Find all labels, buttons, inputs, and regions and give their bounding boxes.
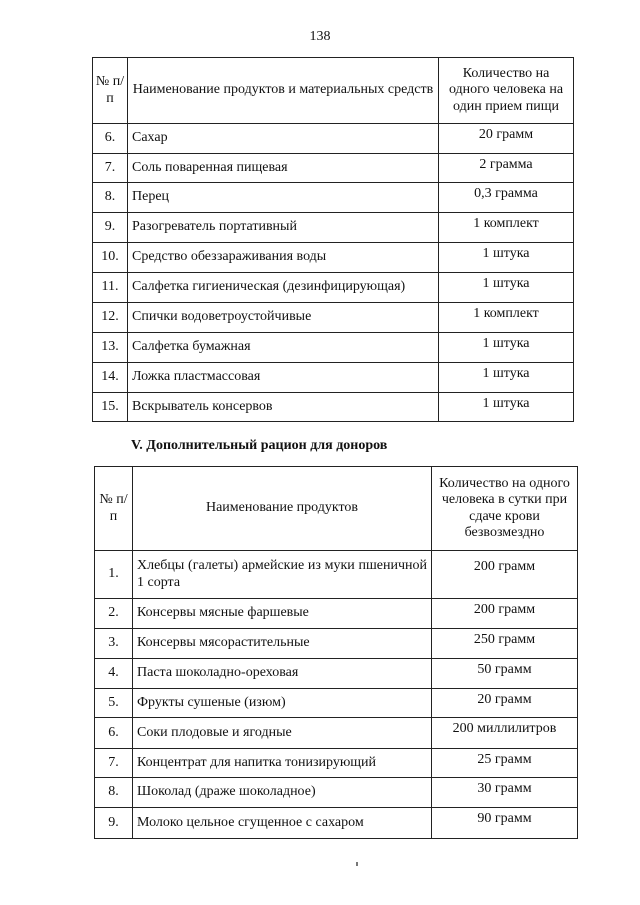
row-product-name: Средство обеззараживания воды: [128, 243, 439, 273]
row-product-name: Шоколад (драже шоколадное): [133, 778, 432, 808]
table-row: [95, 551, 578, 599]
row-number: 9.: [93, 213, 128, 243]
row-quantity: 30 грамм: [432, 778, 578, 808]
row-product-name: Разогреватель портативный: [128, 213, 439, 243]
table-row: [95, 718, 578, 749]
table-row: [95, 629, 578, 659]
row-number: 6.: [93, 124, 128, 154]
row-product-name: Соки плодовые и ягодные: [133, 718, 432, 749]
row-product-name: Консервы мясорастительные: [133, 629, 432, 659]
table-row: [93, 363, 574, 393]
row-quantity: 1 штука: [439, 243, 574, 273]
row-number: 8.: [93, 183, 128, 213]
row-quantity: 0,3 грамма: [439, 183, 574, 213]
row-number: 2.: [95, 599, 133, 629]
row-product-name: Соль поваренная пищевая: [128, 154, 439, 183]
scan-speck: [356, 862, 358, 866]
row-product-name: Салфетка гигиеническая (дезинфицирующая): [128, 273, 439, 303]
header-quantity: Количество на одного человека на один прием пищи: [439, 58, 574, 124]
table-row: [93, 243, 574, 273]
table-row: [95, 689, 578, 718]
header-quantity: Количество на одного человека в сутки при сдаче крови безвозмездно: [432, 467, 578, 551]
row-quantity: 50 грамм: [432, 659, 578, 689]
header-number: № п/п: [93, 58, 128, 124]
table-row: [93, 154, 574, 183]
table-row: [93, 393, 574, 422]
table-donor-ration: [94, 466, 578, 839]
table-row: [93, 273, 574, 303]
row-quantity: 200 грамм: [432, 551, 578, 599]
header-product-name: Наименование продуктов и материальных средств: [128, 58, 439, 124]
table-row: [95, 599, 578, 629]
row-number: 7.: [95, 749, 133, 778]
row-product-name: Перец: [128, 183, 439, 213]
row-quantity: 1 штука: [439, 273, 574, 303]
table-row: [95, 778, 578, 808]
table-row: [95, 808, 578, 839]
row-number: 1.: [95, 551, 133, 599]
table-meal-items: [92, 57, 574, 422]
table-row: [93, 333, 574, 363]
row-quantity: 20 грамм: [432, 689, 578, 718]
table-header-row: [93, 58, 574, 124]
row-product-name: Ложка пластмассовая: [128, 363, 439, 393]
row-product-name: Паста шоколадно-ореховая: [133, 659, 432, 689]
row-quantity: 90 грамм: [432, 808, 578, 839]
row-product-name: Спички водоветроустойчивые: [128, 303, 439, 333]
row-number: 12.: [93, 303, 128, 333]
row-quantity: 25 грамм: [432, 749, 578, 778]
row-quantity: 200 грамм: [432, 599, 578, 629]
row-number: 9.: [95, 808, 133, 839]
table-row: [93, 124, 574, 154]
row-product-name-text: Хлебцы (галеты) армейские из муки пшеничной 1 сорта: [137, 557, 427, 590]
row-quantity: 250 грамм: [432, 629, 578, 659]
row-number: 4.: [95, 659, 133, 689]
row-number: 13.: [93, 333, 128, 363]
row-number: 8.: [95, 778, 133, 808]
row-quantity: 1 штука: [439, 363, 574, 393]
row-product-name: Молоко цельное сгущенное с сахаром: [133, 808, 432, 839]
row-number: 3.: [95, 629, 133, 659]
table-row: [93, 183, 574, 213]
row-number: 6.: [95, 718, 133, 749]
header-number: № п/п: [95, 467, 133, 551]
row-quantity: 2 грамма: [439, 154, 574, 183]
row-product-name: Концентрат для напитка тонизирующий: [133, 749, 432, 778]
row-product-name: Фрукты сушеные (изюм): [133, 689, 432, 718]
row-number: 7.: [93, 154, 128, 183]
page-number: 138: [309, 29, 331, 44]
table-row: [95, 749, 578, 778]
header-product-name: Наименование продуктов: [133, 467, 432, 551]
row-product-name: Салфетка бумажная: [128, 333, 439, 363]
row-product-name: [133, 551, 432, 599]
row-quantity: 20 грамм: [439, 124, 574, 154]
row-number: 10.: [93, 243, 128, 273]
section-title: V. Дополнительный рацион для доноров: [131, 438, 388, 453]
row-quantity: 200 миллилитров: [432, 718, 578, 749]
row-number: 14.: [93, 363, 128, 393]
table-row: [93, 303, 574, 333]
table-row: [93, 213, 574, 243]
table-row: [95, 659, 578, 689]
row-quantity: 1 штука: [439, 393, 574, 422]
row-number: 11.: [93, 273, 128, 303]
row-quantity: 1 комплект: [439, 303, 574, 333]
row-product-name: Вскрыватель консервов: [128, 393, 439, 422]
row-product-name: Консервы мясные фаршевые: [133, 599, 432, 629]
row-quantity: 1 комплект: [439, 213, 574, 243]
row-product-name: Сахар: [128, 124, 439, 154]
table-header-row: [95, 467, 578, 551]
row-number: 5.: [95, 689, 133, 718]
row-quantity: 1 штука: [439, 333, 574, 363]
row-number: 15.: [93, 393, 128, 422]
